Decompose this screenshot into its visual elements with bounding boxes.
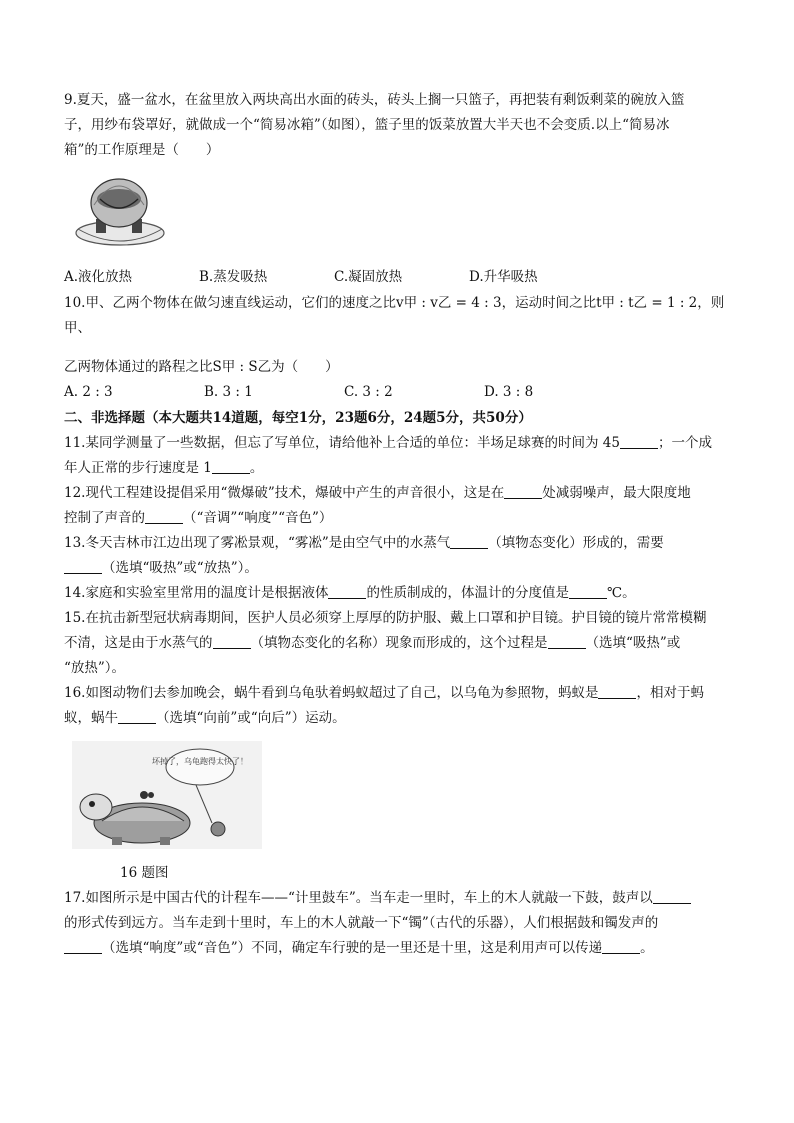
- q9-option-a: A.液化放热: [64, 269, 133, 285]
- q15-blank-2[interactable]: [548, 633, 586, 649]
- q13-blank-2[interactable]: [64, 558, 102, 574]
- turtle-illustration: [72, 741, 262, 849]
- q12-text-d: （“音调”“响度”“音色”）: [183, 510, 333, 526]
- q15-line2: [64, 631, 744, 656]
- q16-text-d: （选填“向前”或“向后”）运动。: [156, 710, 346, 726]
- q14-blank-2[interactable]: [569, 583, 607, 599]
- q12-blank-2[interactable]: [145, 508, 183, 524]
- q9-line2: 子，用纱布袋罩好，就做成一个“简易冰箱”（如图），篮子里的饭菜放置大半天也不会变质.以上“简易冰: [64, 117, 670, 133]
- q13-text-c: （选填“吸热”或“放热”）。: [102, 560, 258, 576]
- q12-line2: [64, 506, 744, 531]
- q10-distance-ratio: S甲 : S乙: [212, 359, 272, 375]
- q14-text-b: 的性质制成的，体温计的分度值是: [366, 585, 569, 601]
- q10-option-c: C. 3 : 2: [344, 384, 393, 400]
- section-2-heading: 二、非选择题（本大题共14道题，每空1分，23题6分，24题5分，共50分）: [64, 410, 532, 426]
- q16-line1: [64, 681, 744, 706]
- q16-text-a: 16.如图动物们去参加晚会，蜗牛看到乌龟驮着蚂蚁超过了自己，以乌龟为参照物，蚂蚁是: [64, 685, 599, 701]
- q16-text-c: 蚁，蜗牛: [64, 710, 118, 726]
- q9-line3: 箱”的工作原理是（ ）: [64, 142, 220, 158]
- q10-option-a: A. 2 : 3: [64, 384, 113, 400]
- q15-text-d: （选填“吸热”或: [585, 635, 681, 651]
- q17-blank-2[interactable]: [64, 938, 102, 954]
- q17-blank-3[interactable]: [602, 938, 640, 954]
- q10-option-d: D. 3 : 8: [484, 384, 534, 400]
- q10-text-part3: ，则甲、: [64, 295, 725, 336]
- q17-blank-1[interactable]: [653, 888, 691, 904]
- q10-options: [64, 384, 744, 400]
- q12-line1: [64, 481, 744, 506]
- q10-option-b: B. 3 : 1: [204, 384, 253, 400]
- question-10: [64, 291, 744, 400]
- basket-basin-illustration: [72, 169, 168, 253]
- q10-text-part2: ，运动时间之比: [501, 295, 597, 311]
- q11-text-b: ；一个成: [657, 435, 712, 451]
- q11-text-a: 11.某同学测量了一些数据，但忘了写单位，请给他补上合适的单位：半场足球赛的时间为 45: [64, 435, 620, 451]
- q15-line1: 15.在抗击新型冠状病毒期间，医护人员必须穿上厚厚的防护服、戴上口罩和护目镜。护目镜的镜片常常模糊: [64, 610, 707, 626]
- q15-text-b: 不清，这是由于水蒸气的: [64, 635, 213, 651]
- q16-text-b: ，相对于蚂: [636, 685, 704, 701]
- speech-bubble-text: 坏掉了，乌龟跑得太快了！: [152, 757, 248, 766]
- q11-blank-2[interactable]: [212, 458, 250, 474]
- q17-line1: [64, 886, 744, 911]
- q10-text-line2a: 乙两物体通过的路程之比: [64, 359, 213, 375]
- q9-option-c: C.凝固放热: [334, 269, 403, 285]
- q10-speed-ratio: v甲 : v乙 = 4 : 3: [395, 295, 502, 311]
- q12-text-a: 12.现代工程建设提倡采用“微爆破”技术，爆破中产生的声音很小，这是在: [64, 485, 505, 501]
- q12-text-c: 控制了声音的: [64, 510, 145, 526]
- q13-line1: [64, 531, 744, 556]
- q10-text-line2b: 为（ ）: [271, 359, 339, 375]
- q11-blank-1[interactable]: [620, 433, 658, 449]
- q14-blank-1[interactable]: [328, 583, 366, 599]
- q13-line2: [64, 556, 744, 581]
- question-9: [64, 88, 744, 285]
- q14-text-c: ℃。: [606, 585, 636, 601]
- q16-line2: [64, 706, 744, 731]
- q12-text-b: 处减弱噪声，最大限度地: [542, 485, 691, 501]
- q15-line3: “放热”）。: [64, 660, 126, 676]
- figure-16-caption: 16 题图: [120, 865, 169, 881]
- q17-text-d: 。: [640, 940, 654, 956]
- q16-blank-1[interactable]: [598, 683, 636, 699]
- q9-option-d: D.升华吸热: [469, 269, 538, 285]
- q17-text-c: （选填“响度”或“音色”）不同，确定车行驶的是一里还是十里，这是利用声可以传递: [102, 940, 603, 956]
- q17-text-a: 17.如图所示是中国古代的计程车——“计里鼓车”。当车走一里时，车上的木人就敲一下鼓，鼓声以: [64, 890, 653, 906]
- simple-fridge-figure: [72, 169, 744, 257]
- q15-text-c: （填物态变化的名称）现象而形成的，这个过程是: [250, 635, 548, 651]
- q9-option-b: B.蒸发吸热: [199, 269, 268, 285]
- q14-text-a: 14.家庭和实验室里常用的温度计是根据液体: [64, 585, 329, 601]
- q9-options: [64, 265, 744, 285]
- q9-line1: 9.夏天，盛一盆水，在盆里放入两块高出水面的砖头，砖头上搁一只篮子，再把装有剩饭剩菜的碗放入篮: [64, 92, 685, 108]
- q11-line2: [64, 456, 744, 481]
- exam-page: [64, 88, 744, 961]
- q17-line2: 的形式传到远方。当车走到十里时，车上的木人就敲一下“镯”（古代的乐器），人们根据鼓和镯发声的: [64, 915, 659, 931]
- q14-line1: [64, 581, 744, 606]
- q13-text-a: 13.冬天吉林市江边出现了雾凇景观，“雾凇”是由空气中的水蒸气: [64, 535, 451, 551]
- q10-time-ratio: t甲 : t乙 = 1 : 2: [596, 295, 698, 311]
- q11-text-c: 年人正常的步行速度是 1: [64, 460, 212, 476]
- q13-text-b: （填物态变化）形成的，需要: [488, 535, 664, 551]
- q10-line2: [64, 355, 744, 380]
- q10-text-part1: 10.甲、乙两个物体在做匀速直线运动，它们的速度之比: [64, 295, 396, 311]
- q16-blank-2[interactable]: [118, 708, 156, 724]
- q11-line1: [64, 431, 744, 456]
- q12-blank-1[interactable]: [504, 483, 542, 499]
- q15-blank-1[interactable]: [213, 633, 251, 649]
- q10-line1: [64, 291, 744, 341]
- q11-text-d: 。: [249, 460, 264, 476]
- q13-blank-1[interactable]: [450, 533, 488, 549]
- turtle-ant-snail-figure: [72, 741, 744, 853]
- q17-line3: [64, 936, 744, 961]
